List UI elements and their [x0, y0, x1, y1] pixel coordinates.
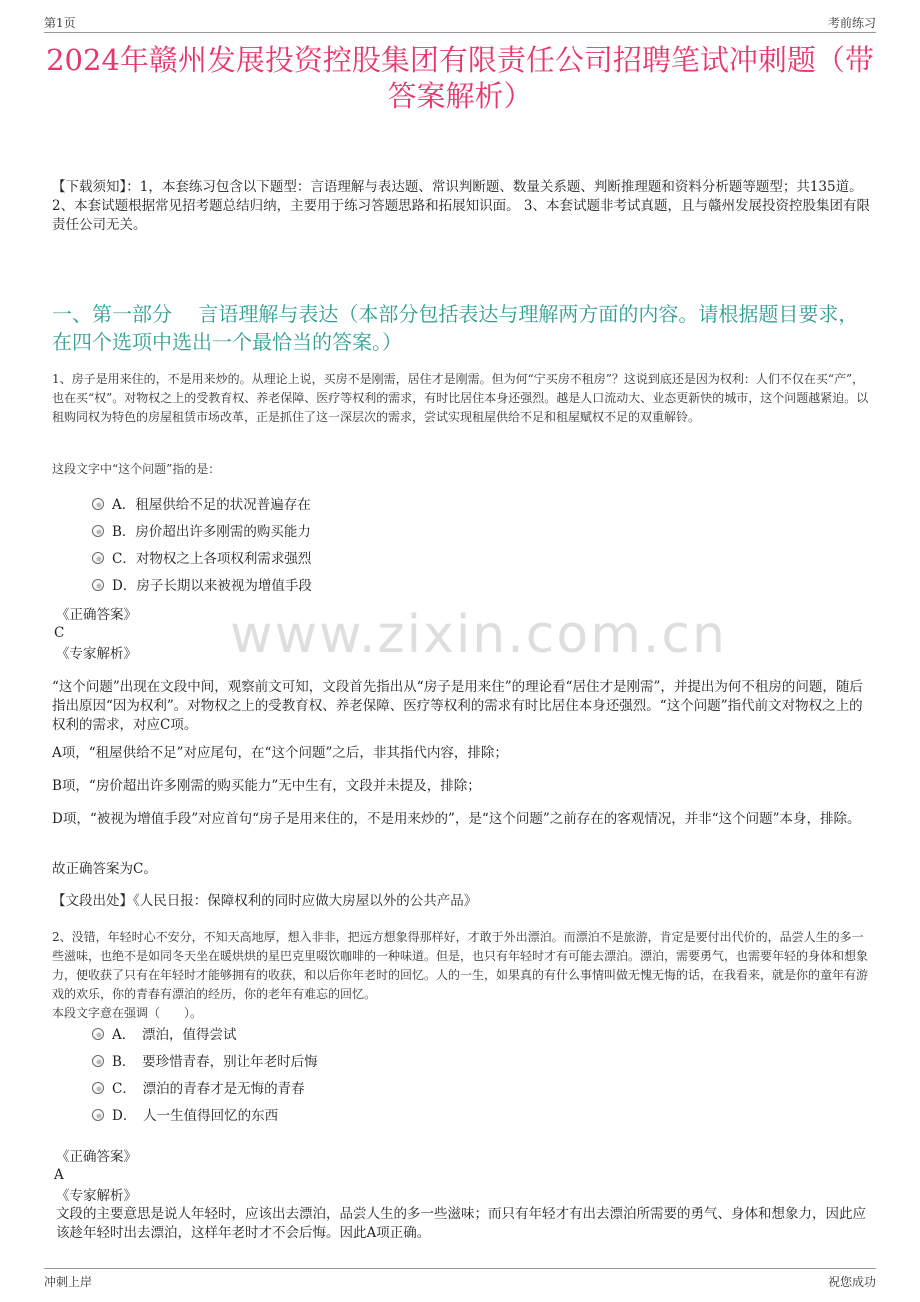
q1-analysis-b: B项，“房价超出许多刚需的购买能力”无中生有，文段并未提及，排除；	[52, 778, 481, 794]
footer-left: 冲刺上岸	[44, 1275, 93, 1289]
q1-option-c[interactable]: C．对物权之上各项权利需求强烈	[92, 546, 312, 573]
radio-icon[interactable]	[92, 1082, 104, 1094]
q1-answer: C	[54, 625, 65, 641]
radio-icon[interactable]	[92, 1055, 104, 1067]
q1-question: 这段文字中“这个问题”指的是：	[52, 462, 221, 476]
q1-passage: 1、房子是用来住的，不是用来炒的。从理论上说，买房不是刚需，居住才是刚需。但为何“宁买房不租房”？这说到底还是因为权利：人们不仅在买“产”，也在买“权”。对物权之上的受教育权、养老保障、医疗等权利的需求，有时比居住本身还强烈。越是人口流动大、业态更新快的城市，这个问题越紧迫。以租购同权为特色的房屋租赁市场改革，正是抓住了这一深层次的需求，尝试实现租屋供给不足和租屋赋权不足的双重解铃。	[52, 372, 869, 424]
q1-analysis-label: 《专家解析》	[56, 646, 137, 662]
watermark: www.zixin.com.cn	[230, 605, 727, 665]
q1-answer-label: 《正确答案》	[56, 607, 137, 623]
radio-icon[interactable]	[92, 1109, 104, 1121]
q1-option-a[interactable]: A．租屋供给不足的状况普遍存在	[92, 492, 312, 519]
q2-option-b[interactable]: B． 要珍惜青春，别让年老时后悔	[92, 1049, 318, 1076]
q2-option-d[interactable]: D． 人一生值得回忆的东西	[92, 1103, 318, 1130]
q1-analysis-d: D项，“被视为增值手段”对应首句“房子是用来住的，不是用来炒的”，是“这个问题”之前存在的客观情况，并非“这个问题”本身，排除。	[52, 811, 861, 827]
q1-option-b[interactable]: B．房价超出许多刚需的购买能力	[92, 519, 312, 546]
q1-conclusion: 故正确答案为C。	[52, 861, 157, 877]
q1-source: 【文段出处】《人民日报：保障权利的同时应做大房屋以外的公共产品》	[52, 893, 478, 909]
q2-question: 本段文字意在强调（ ）。	[52, 1006, 203, 1020]
q2-analysis-label: 《专家解析》	[56, 1188, 137, 1204]
section-title: 一、第一部分 言语理解与表达（本部分包括表达与理解两方面的内容。请根据题目要求，在四个选项中选出一个最恰当的答案。）	[52, 302, 859, 354]
page-footer	[44, 1268, 876, 1291]
header-tag: 考前练习	[827, 16, 876, 30]
footer-right: 祝您成功	[827, 1275, 876, 1289]
page-header	[44, 12, 876, 33]
radio-icon[interactable]	[92, 525, 104, 537]
q1-option-d[interactable]: D．房子长期以来被视为增值手段	[92, 573, 312, 600]
document-title: 2024年赣州发展投资控股集团有限责任公司招聘笔试冲刺题（带答案解析）	[46, 43, 874, 113]
radio-icon[interactable]	[92, 498, 104, 510]
radio-icon[interactable]	[92, 552, 104, 564]
radio-icon[interactable]	[92, 1028, 104, 1040]
q2-answer: A	[54, 1167, 64, 1183]
page-number: 第1页	[44, 16, 76, 30]
q1-analysis-a: A项，“租屋供给不足”对应尾句，在“这个问题”之后，非其指代内容，排除；	[52, 745, 508, 761]
q2-passage: 2、没错，年轻时心不安分，不知天高地厚，想入非非，把远方想象得那样好，才敢于外出漂泊。而漂泊不是旅游，肯定是要付出代价的，品尝人生的多一些滋味，也绝不是如同冬天坐在暖烘烘的星巴克里啜饮咖啡的一种味道。但是，也只有年轻时才有可能去漂泊。漂泊，需要勇气，也需要年轻的身体和想象力，便收获了只有在年轻时才能够拥有的收获，和以后你年老时的回忆。人的一生，如果真的有什么事情叫做无愧无悔的话，在我看来，就是你的童年有游戏的欢乐，你的青春有漂泊的经历，你的老年有难忘的回忆。	[52, 930, 869, 1001]
q1-options	[92, 492, 312, 600]
q2-option-a[interactable]: A． 漂泊，值得尝试	[92, 1022, 318, 1049]
download-notice: 【下载须知】：1，本套练习包含以下题型：言语理解与表达题、常识判断题、数量关系题、判断推理题和资料分析题等题型；共135道。 2、本套试题根据常见招考题总结归纳，主要用于练习答题思路和拓展知识面。 3、本套试题非考试真题，且与赣州发展投资控股集团有限责任公司无关。	[52, 179, 870, 233]
radio-icon[interactable]	[92, 579, 104, 591]
q2-analysis: 文段的主要意思是说人年轻时，应该出去漂泊，品尝人生的多一些滋味；而只有年轻才有出去漂泊所需要的勇气、身体和想象力，因此应该趁年轻时出去漂泊，这样年老时才不会后悔。因此A项正确。	[56, 1206, 866, 1241]
q2-option-c[interactable]: C． 漂泊的青春才是无悔的青春	[92, 1076, 318, 1103]
q2-answer-label: 《正确答案》	[56, 1149, 137, 1165]
q1-analysis-main: “这个问题”出现在文段中间，观察前文可知，文段首先指出从“房子是用来住”的理论看“居住才是刚需”，并提出为何不租房的问题，随后指出原因“因为权利”。对物权之上的受教育权、养老保障、医疗等权利的需求有时比居住本身还强烈。“这个问题”指代前文对物权之上的权利的需求，对应C项。	[52, 679, 863, 733]
q2-options	[92, 1022, 318, 1130]
